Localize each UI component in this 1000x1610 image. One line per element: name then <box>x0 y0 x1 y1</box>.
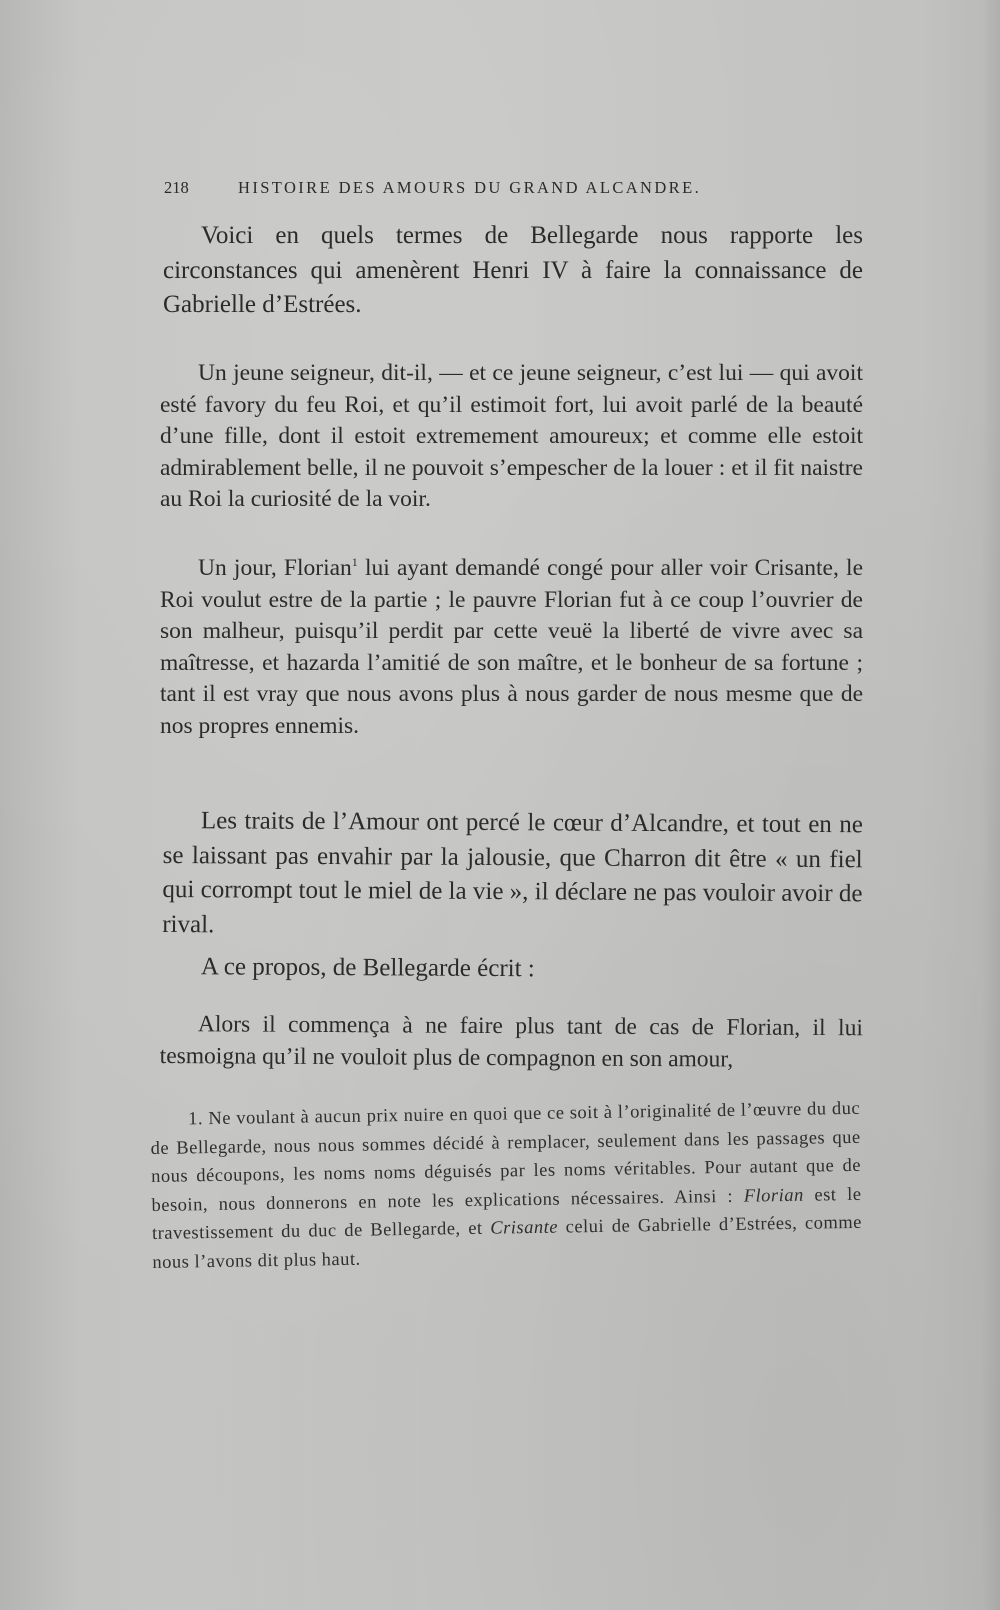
quote-paragraph-3: Alors il commença à ne faire plus tant de cas de Florian, il lui tesmoigna qu’il ne vouloit plus de compagnon en son amour, <box>159 1011 863 1073</box>
footnote-body <box>150 1095 863 1277</box>
page-edge-shadow <box>982 0 1000 1610</box>
footnote-crisante: Crisante <box>490 1217 559 1239</box>
footnote-text-2: est le travestissement du duc de Bellegarde, et <box>151 1184 862 1244</box>
paragraph-intro: Voici en quels termes de Bellegarde nous rapporte les circonstances qui amenèrent Henri IV à faire la connaissance de Gabrielle d’Estrées. <box>163 222 863 318</box>
quote-text-rest: lui ayant demandé congé pour aller voir Crisante, le Roi voulut estre de la partie ; le pauvre Florian fut à ce coup l’ouvrier de son malheur, puisqu’il perdit par cette veuë la liberté de vivre avec sa maîtresse, et hazarda l’amitié de son maître, et le bonheur de sa fortune ; tant il est vray que nous avons plus à nous garder de nous mesme que de nos propres ennemis. <box>160 555 864 739</box>
page-header <box>164 178 810 202</box>
quote-paragraph-1: Un jeune seigneur, dit-il, — et ce jeune seigneur, c’est lui — qui avoit esté favory du feu Roi, et qu’il estimoit fort, lui avoit parlé de la beauté d’une fille, dont il estoit extremement amoureux; et comme elle estoit admirablement belle, il ne pouvoit s’empescher de la louer : et il fit naistre au Roi la curiosité de la voir. <box>160 360 863 512</box>
paragraph-transition: A ce propos, de Bellegarde écrit : <box>200 953 535 983</box>
footnote-florian: Florian <box>743 1185 804 1207</box>
quote-text-start: Un jour, Florian <box>198 555 352 581</box>
footnote <box>150 1095 863 1277</box>
page-number: 218 <box>164 178 189 197</box>
running-title: HISTOIRE DES AMOURS DU GRAND ALCANDRE. <box>238 178 702 197</box>
footnote-number: 1. <box>188 1109 204 1130</box>
footnote-text-1: Ne voulant à aucun prix nuire en quoi que ce soit à l’originalité de l’œuvre du duc de Bellegarde, nous nous sommes décidé à remplacer, seulement dans les passages que nous découpons, les noms noms déguisés par les noms véritables. Pour autant que de besoin, nous donnerons en note les explications nécessaires. Ainsi : <box>150 1098 862 1216</box>
quote-paragraph-2 <box>160 553 863 742</box>
footnote-reference: 1 <box>351 555 358 570</box>
paragraph-commentary: Les traits de l’Amour ont percé le cœur d’Alcandre, et tout en ne se laissant pas envahir par la jalousie, que Charron dit être « un fiel qui corrompt tout le miel de la vie », il déclare ne pas vouloir avoir de rival. <box>162 807 863 938</box>
footnote-text-3: celui de Gabrielle d’Estrées, comme nous l’avons dit plus haut. <box>152 1212 863 1273</box>
